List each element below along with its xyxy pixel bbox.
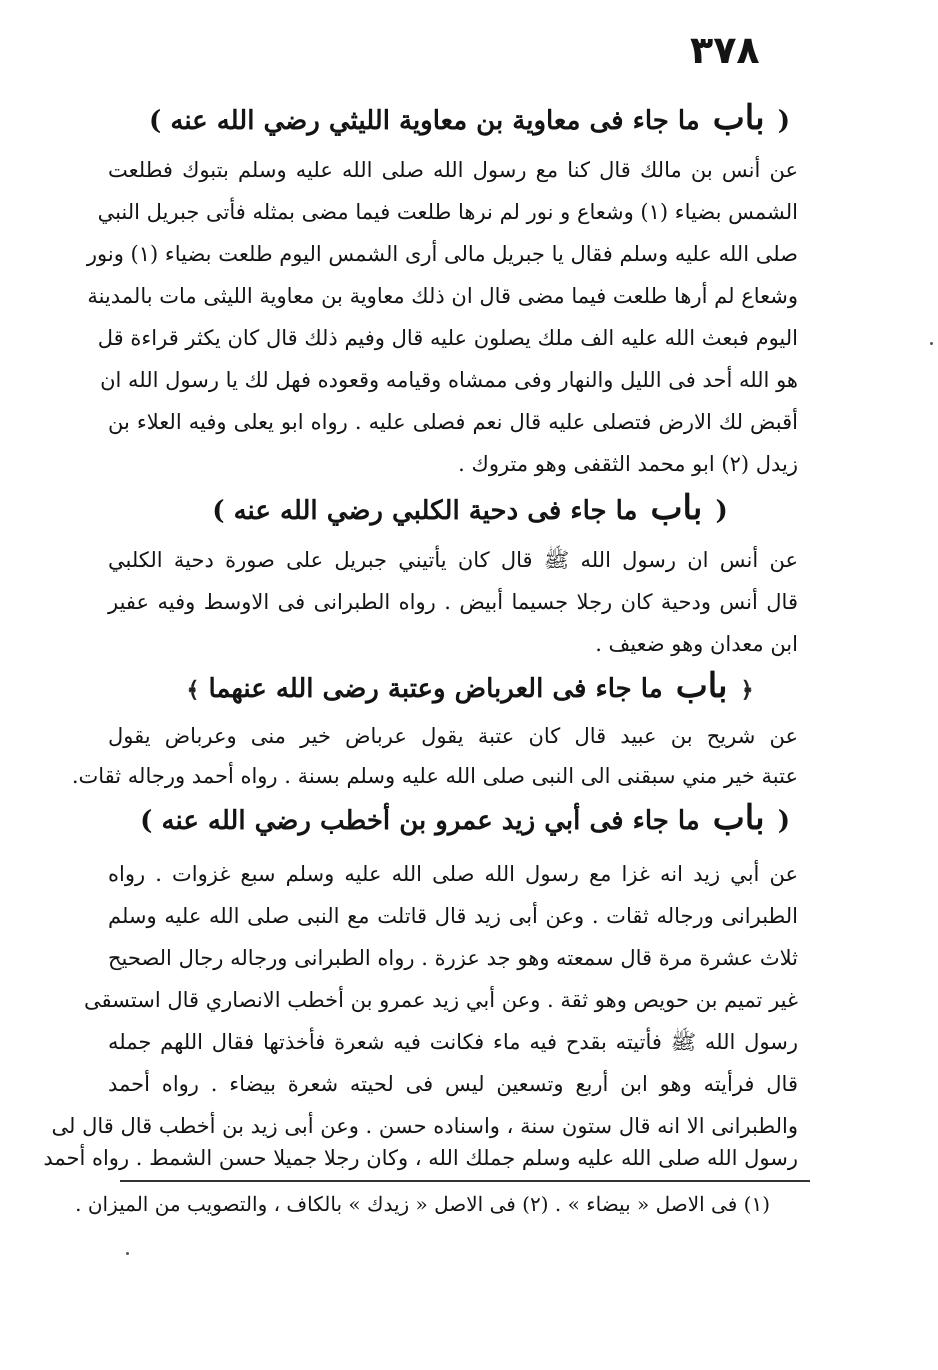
heading-open-paren: ( <box>777 106 790 136</box>
ornament-close: ﴾ <box>186 677 200 703</box>
heading-bab: باب <box>675 666 728 706</box>
text-line: الشمس بضياء (١) وشعاع و نور لم نرها طلعت فيما مضى بمثله فأتى جبريل النبي <box>97 200 798 224</box>
text-line: قال فرأيته وهو ابن أربع وتسعين ليس فى لحيته شعرة بيضاء . رواه أحمد <box>108 1072 798 1096</box>
chapter-heading-dihya <box>150 486 790 530</box>
text-line: عتبة خير مني سبقنى الى النبى صلى الله عليه وسلم بسنة . رواه أحمد ورجاله ثقات. <box>71 764 798 788</box>
page-number: ٣٧٨ <box>690 28 760 72</box>
scan-speck <box>930 342 933 345</box>
chapter-heading-muawiya <box>150 96 790 140</box>
text-line: غير تميم بن حويص وهو ثقة . وعن أبي زيد عمرو بن أخطب الانصاري قال استسقى <box>84 988 798 1012</box>
ornament-open: ﴿ <box>740 677 754 703</box>
text-line: عن أنس ان رسول الله ﷺ قال كان يأتيني جبريل على صورة دحية الكلبي <box>108 548 798 572</box>
text-line: أقبض لك الارض فتصلى عليه قال نعم فصلى عليه . رواه ابو يعلى وفيه العلاء بن <box>108 410 798 434</box>
text-line: عن شريح بن عبيد قال كان عتبة يقول عرباض خير منى وعرباض يقول <box>108 724 798 748</box>
footnote-divider <box>120 1180 810 1182</box>
text-line: الطبرانى ورجاله ثقات . وعن أبى زيد قال قاتلت مع النبى صلى الله عليه وسلم <box>108 904 798 928</box>
footnote: (١) فى الاصل « بيضاء » . (٢) فى الاصل « زيدك » بالكاف ، والتصويب من الميزان . <box>75 1192 770 1216</box>
text-line: قال أنس ودحية كان رجلا جسيما أبيض . رواه الطبرانى فى الاوسط وفيه عفير <box>108 590 798 614</box>
heading-open-paren: ( <box>777 806 790 836</box>
heading-bab: باب <box>712 98 765 138</box>
text-line: وشعاع لم أرها طلعت فيما مضى قال ان ذلك معاوية بن معاوية الليثى مات بالمدينة <box>87 284 798 308</box>
text-line: عن أبي زيد انه غزا مع رسول الله صلى الله عليه وسلم سبع غزوات . رواه <box>108 862 798 886</box>
text-line: رسول الله ﷺ فأتيته بقدح فيه ماء فكانت فيه شعرة فأخذتها فقال اللهم جمله <box>108 1030 798 1054</box>
text-line: ابن معدان وهو ضعيف . <box>595 632 798 656</box>
text-line: صلى الله عليه وسلم فقال يا جبريل مالى أرى الشمس اليوم طلعت بضياء (١) ونور <box>86 242 798 266</box>
heading-close-paren: ) <box>149 106 162 136</box>
text-line: والطبرانى الا انه قال ستون سنة ، واسناده حسن . وعن أبى زيد بن أخطب قال قال لى <box>51 1114 798 1138</box>
chapter-heading-irbad <box>150 664 790 708</box>
text-line: هو الله أحد فى الليل والنهار وفى ممشاه وقيامه وقعوده فهل لك يا رسول الله ان <box>100 368 798 392</box>
heading-close-paren: ) <box>212 496 225 526</box>
heading-open-paren: ( <box>715 496 728 526</box>
heading-text: ما جاء فى دحية الكلبي رضي الله عنه <box>233 496 638 526</box>
heading-text: ما جاء فى معاوية بن معاوية الليثي رضي الله عنه <box>170 106 700 136</box>
scan-speck <box>126 1252 129 1255</box>
heading-close-paren: ) <box>140 806 153 836</box>
heading-text: ما جاء فى أبي زيد عمرو بن أخطب رضي الله عنه <box>161 806 700 836</box>
text-line: اليوم فبعث الله عليه الف ملك يصلون عليه قال وفيم ذلك قال كان يكثر قراءة قل <box>97 326 798 350</box>
text-line: عن أنس بن مالك قال كنا مع رسول الله صلى الله عليه وسلم بتبوك فطلعت <box>108 158 798 182</box>
text-line: زيدل (٢) ابو محمد الثقفى وهو متروك . <box>458 452 798 476</box>
text-line: رسول الله صلى الله عليه وسلم جملك الله ، وكان رجلا جميلا حسن الشمط . رواه أحمد <box>43 1146 798 1170</box>
heading-bab: باب <box>712 798 765 838</box>
text-line: ثلاث عشرة مرة قال سمعته وهو جد عزرة . رواه الطبرانى ورجاله رجال الصحيح <box>108 946 798 970</box>
chapter-heading-abu-zayd <box>140 796 790 840</box>
heading-bab: باب <box>650 488 703 528</box>
heading-text: ما جاء فى العرباض وعتبة رضى الله عنهما <box>208 674 663 704</box>
